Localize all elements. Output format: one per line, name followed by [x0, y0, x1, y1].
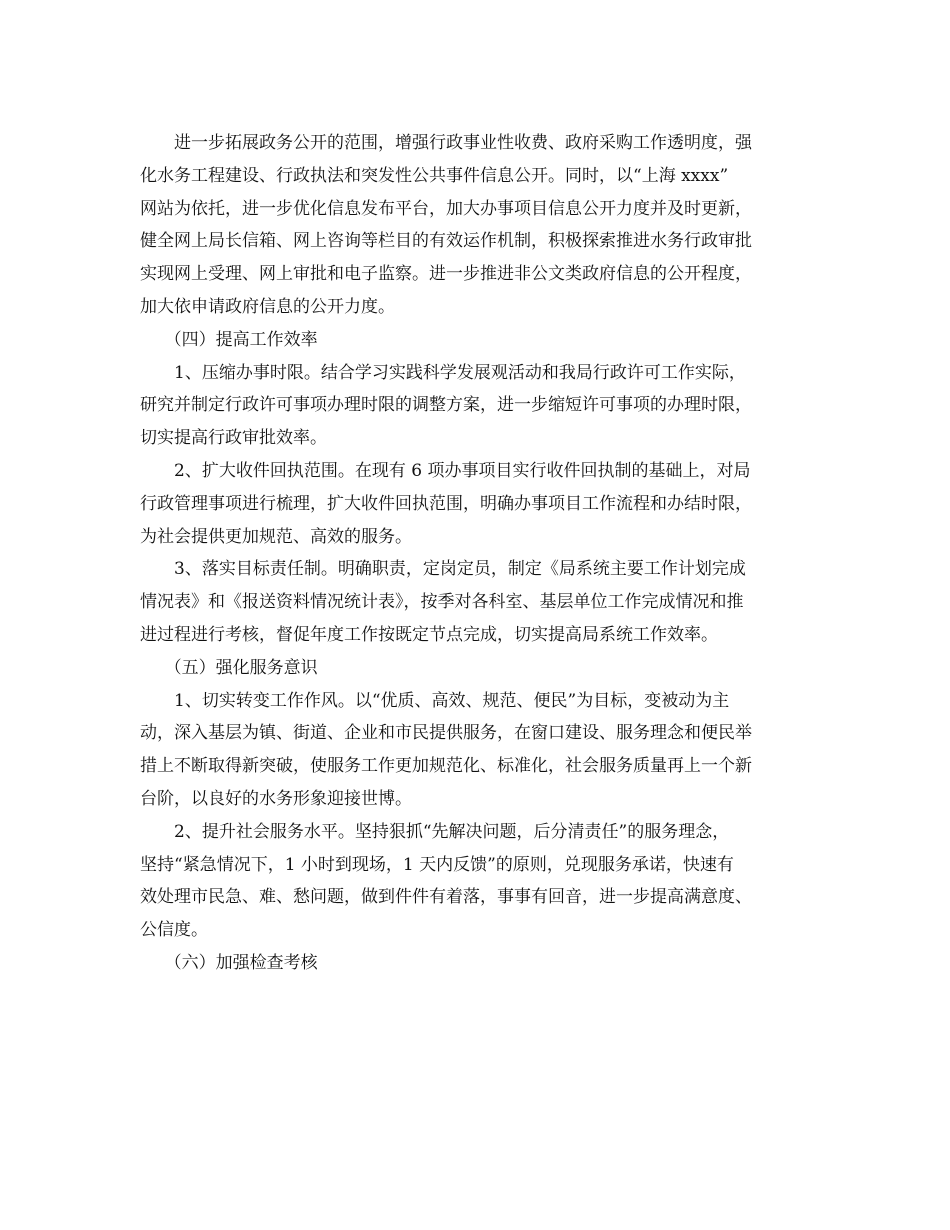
- text-line: 健全网上局长信箱、网上咨询等栏目的有效运作机制，积极探索推进水务行政审批: [140, 231, 752, 252]
- text-line: 行政管理事项进行梳理，扩大收件回执范围，明确办事项目工作流程和办结时限，: [140, 493, 752, 514]
- text-line: 动，深入基层为镇、街道、企业和市民提供服务，在窗口建设、服务理念和便民举: [140, 723, 752, 744]
- text-line: 研究并制定行政许可事项办理时限的调整方案，进一步缩短许可事项的办理时限，: [140, 395, 752, 416]
- text-line: 实现网上受理、网上审批和电子监察。进一步推进非公文类政府信息的公开程度，: [140, 264, 752, 285]
- text-line: 效处理市民急、难、愁问题，做到件件有着落，事事有回音，进一步提高满意度、: [140, 887, 752, 908]
- text-line: 网站为依托，进一步优化信息发布平台，加大办事项目信息公开力度并及时更新，: [140, 198, 752, 219]
- paragraph-time-limit: [140, 357, 812, 455]
- text-line: 切实提高行政审批效率。: [140, 428, 327, 449]
- paragraph-responsibility: [140, 553, 812, 651]
- text-line: 措上不断取得新突破，使服务工作更加规范化、标准化，社会服务质量再上一个新: [140, 756, 752, 777]
- section-heading-service: [140, 652, 812, 685]
- text-line: 为社会提供更加规范、高效的服务。: [140, 526, 412, 547]
- heading-text: （六）加强检查考核: [164, 952, 318, 973]
- paragraph-disclosure: [140, 127, 812, 324]
- text-line: 坚持“紧急情况下，1 小时到现场，1 天内反馈”的原则，兑现服务承诺，快速有: [140, 854, 734, 875]
- text-line: 1、切实转变工作作风。以“优质、高效、规范、便民”为目标，变被动为主: [174, 690, 730, 711]
- text-line: 进过程进行考核，督促年度工作按既定节点完成，切实提高局系统工作效率。: [140, 624, 718, 645]
- section-heading-efficiency: [140, 324, 812, 357]
- text-line: 台阶，以良好的水务形象迎接世博。: [140, 788, 412, 809]
- text-line: 公信度。: [140, 920, 208, 941]
- paragraph-work-style: [140, 685, 812, 816]
- text-line: 2、提升社会服务水平。坚持狠抓“先解决问题，后分清责任”的服务理念，: [174, 821, 730, 842]
- text-line: 进一步拓展政务公开的范围，增强行政事业性收费、政府采购工作透明度，强: [174, 133, 752, 153]
- text-line: 加大依申请政府信息的公开力度。: [140, 296, 395, 317]
- text-line: 化水务工程建设、行政执法和突发性公共事件信息公开。同时，以“上海 xxxx”: [140, 165, 729, 186]
- text-line: 2、扩大收件回执范围。在现有 6 项办事项目实行收件回执制的基础上，对局: [174, 460, 751, 481]
- text-line: 1、压缩办事时限。结合学习实践科学发展观活动和我局行政许可工作实际，: [174, 362, 746, 383]
- text-line: 3、落实目标责任制。明确职责，定岗定员，制定《局系统主要工作计划完成: [174, 559, 746, 580]
- paragraph-service-level: [140, 816, 812, 947]
- section-heading-inspection: [140, 947, 812, 980]
- text-line: 情况表》和《报送资料情况统计表》，按季对各科室、基层单位工作完成情况和推: [140, 592, 744, 613]
- heading-text: （五）强化服务意识: [164, 657, 318, 678]
- paragraph-receipt-scope: [140, 455, 812, 553]
- heading-text: （四）提高工作效率: [164, 329, 318, 350]
